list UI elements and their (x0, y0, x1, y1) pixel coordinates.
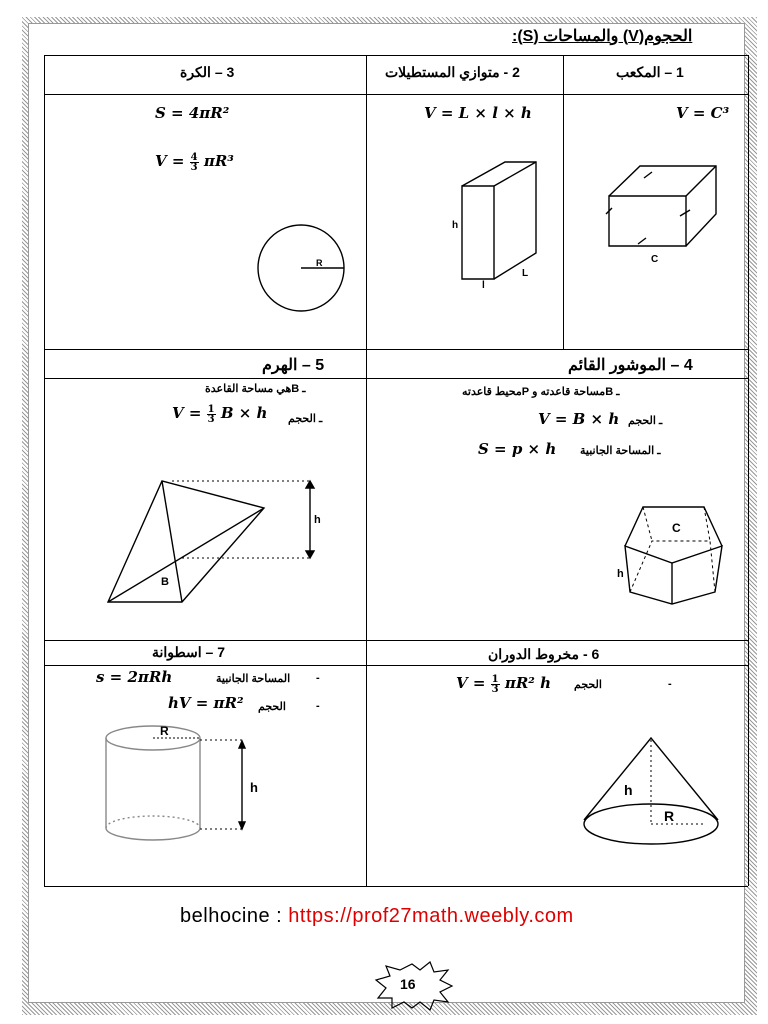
cone-label-r: R (664, 808, 675, 824)
cube-formula: V = C³ (676, 104, 730, 122)
prism-line-1: ـ Bمساحة قاعدته و Pمحيط قاعدته (462, 386, 620, 398)
cylinder-volume-formula: hV = πR² (168, 694, 244, 712)
prism-volume-label: ـ الحجم (628, 415, 663, 427)
cylinder-surface-label: المساحة الجانبية (216, 673, 291, 685)
footer-link[interactable]: https://prof27math.weebly.com (288, 905, 574, 927)
cube-label-c: C (651, 254, 659, 265)
page-title: الحجوم(V) والمساحات (S): (512, 28, 693, 45)
pyramid-label-b: B (161, 576, 169, 588)
prism-surface-formula: S = p × h (478, 440, 557, 458)
cuboid-figure (462, 162, 536, 279)
heading-sphere: 3 – الكرة (180, 64, 235, 80)
fraction: $\frac{1}{3}$ (491, 673, 499, 695)
cube-figure (606, 166, 716, 246)
heading-cuboid: 2 - متوازي المستطيلات (385, 64, 520, 80)
cylinder-dash-2: - (316, 700, 320, 712)
cuboid-label-h: h (452, 220, 459, 231)
cuboid-label-l: l (482, 280, 485, 291)
cuboid-formula: V = L × l × h (424, 104, 532, 122)
prism-label-h: h (617, 568, 624, 580)
cone-dash: - (668, 678, 672, 690)
prism-surface-label: ـ المساحة الجانبية (580, 445, 661, 457)
cylinder-label-r: R (160, 724, 169, 738)
cone-volume-formula: V = $\frac{1}{3}$ πR² h (456, 673, 552, 695)
heading-pyramid: 5 – الهرم (262, 357, 325, 374)
cone-volume-label: الحجم (574, 679, 602, 691)
cuboid-label-L: L (522, 268, 529, 279)
prism-label-c: C (672, 521, 681, 535)
pyramid-figure (108, 481, 314, 602)
cylinder-surface-formula: s = 2πRh (96, 668, 173, 686)
pyramid-volume-formula: V = $\frac{1}{3}$ B × h (172, 403, 268, 425)
cone-figure (584, 738, 718, 844)
footer-author: belhocine : (180, 905, 289, 927)
sphere-surface-formula: S = 4πR² (155, 104, 230, 122)
sphere-label-r: R (316, 258, 323, 268)
page-number: 16 (400, 976, 416, 992)
heading-cube: 1 – المكعب (616, 64, 684, 80)
footer (180, 905, 574, 928)
heading-cylinder: 7 – اسطوانة (152, 644, 225, 660)
fraction: $\frac{1}{3}$ (207, 403, 215, 425)
cylinder-dash-1: - (316, 672, 320, 684)
heading-prism: 4 – الموشور القائم (568, 357, 693, 374)
pyramid-label-h: h (314, 514, 321, 526)
cone-label-h: h (624, 782, 633, 798)
heading-cone: 6 - مخروط الدوران (488, 646, 600, 662)
cylinder-figure (106, 726, 245, 840)
sphere-figure (258, 225, 344, 311)
sphere-volume-formula: V = $\frac{4}{3}$ πR³ (155, 151, 234, 173)
prism-volume-formula: V = B × h (538, 410, 620, 428)
fraction: $\frac{4}{3}$ (190, 151, 198, 173)
cylinder-volume-label: الحجم (258, 701, 286, 713)
cylinder-label-h: h (250, 780, 258, 795)
pyramid-volume-label: ـ الحجم (288, 413, 323, 425)
pyramid-line-1: ـ Bهي مساحة القاعدة (205, 383, 306, 395)
